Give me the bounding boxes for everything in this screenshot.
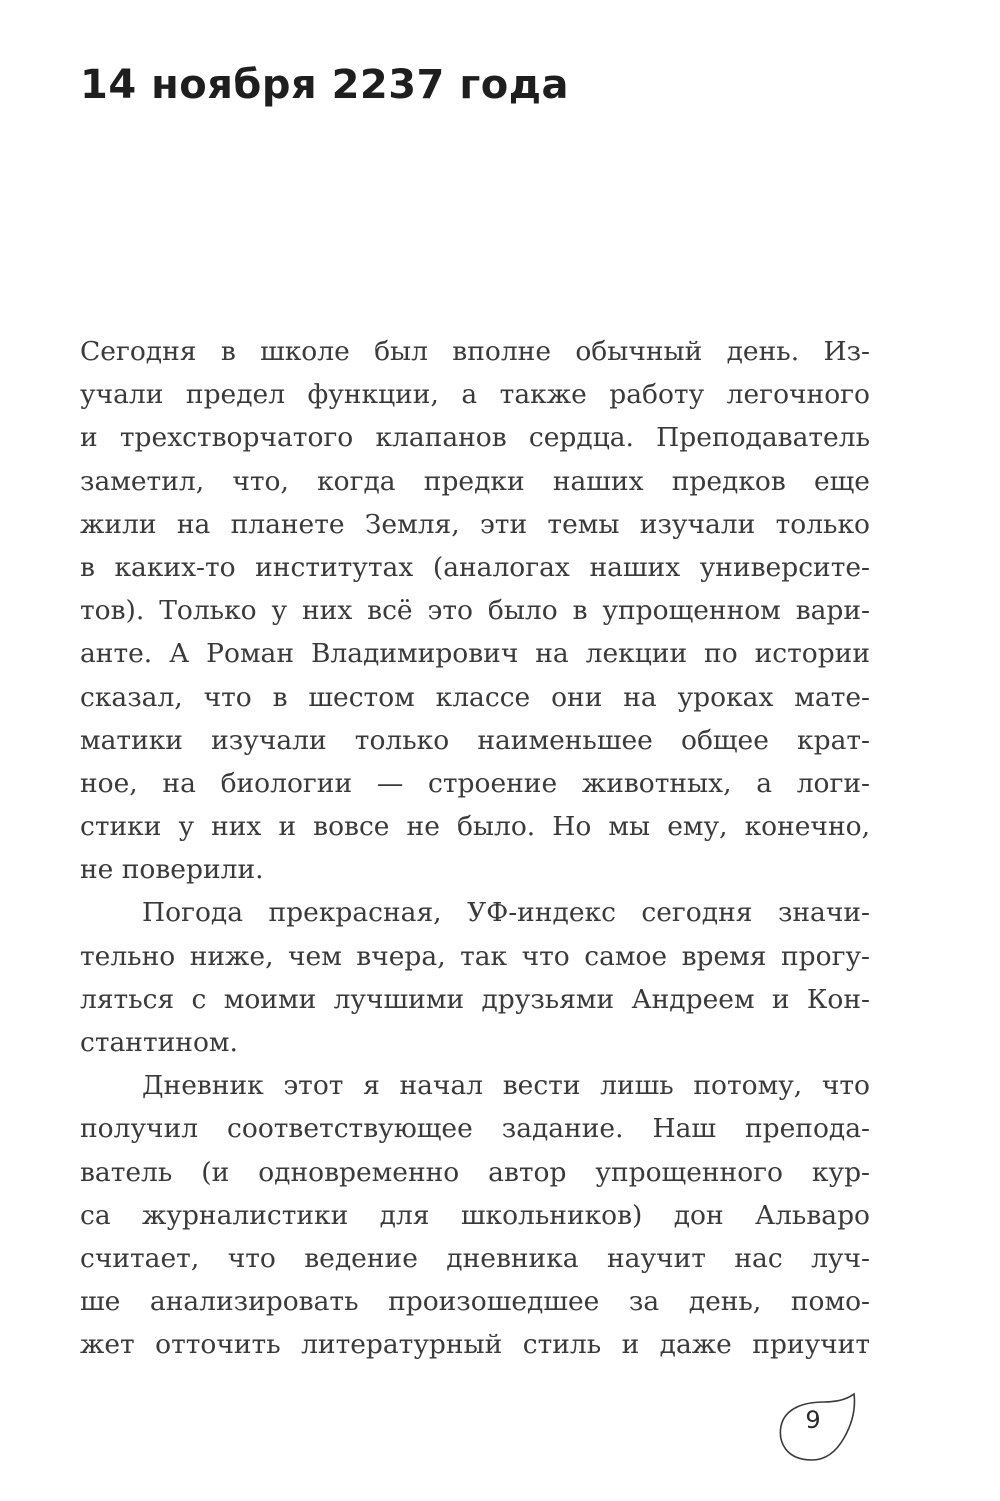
text-line: получил соответствующее задание. Наш препода-	[80, 1113, 870, 1145]
text-line: ше анализировать произошедшее за день, помо-	[80, 1286, 870, 1318]
text-line: Сегодня в школе был вполне обычный день. Из-	[80, 336, 870, 367]
text-line: ляться с моими лучшими друзьями Андреем и Кон-	[80, 983, 870, 1015]
text-line: тельно ниже, чем вчера, так что самое время прогу-	[80, 940, 870, 972]
text-line: в каких-то институтах (аналогах наших университе-	[80, 551, 870, 583]
text-line: са журналистики для школьников) дон Альваро	[80, 1199, 870, 1231]
text-line: жет отточить литературный стиль и даже приучит	[80, 1329, 870, 1361]
text-line: считает, что ведение дневника научит нас луч-	[80, 1242, 870, 1274]
page-number-badge	[772, 1390, 862, 1470]
text-line: тов). Только у них всё это было в упрощенном вари-	[80, 595, 870, 627]
text-line: жили на планете Земля, эти темы изучали только	[80, 508, 870, 540]
text-line: стантином.	[80, 1027, 238, 1058]
text-line: учали предел функции, а также работу легочного	[80, 379, 870, 411]
text-line: и трехстворчатого клапанов сердца. Преподаватель	[80, 422, 870, 454]
text-line: матики изучали только наименьшее общее крат-	[80, 724, 870, 756]
text-line: Погода прекрасная, УФ-индекс сегодня значи-	[142, 897, 870, 929]
text-line: Дневник этот я начал вести лишь потому, что	[142, 1070, 870, 1102]
text-line: анте. А Роман Владимирович на лекции по истории	[80, 638, 870, 670]
text-line: стики у них и вовсе не было. Но мы ему, конечно,	[80, 811, 870, 843]
text-line: ватель (и одновременно автор упрощенного кур-	[80, 1156, 870, 1188]
body-text	[80, 330, 870, 1367]
text-line: заметил, что, когда предки наших предков еще	[80, 465, 870, 497]
text-line: сказал, что в шестом классе они на уроках мате-	[80, 681, 870, 713]
text-line: не поверили.	[80, 854, 264, 886]
text-line: ное, на биологии — строение животных, а логи-	[80, 767, 870, 799]
chapter-heading: 14 ноября 2237 года	[80, 62, 569, 108]
page-number: 9	[805, 1406, 821, 1434]
